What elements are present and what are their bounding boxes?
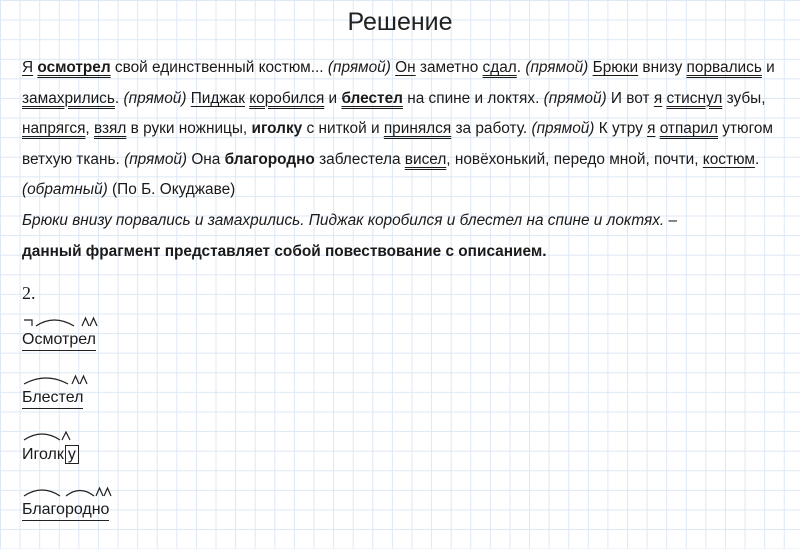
text-run: свой единственный костюм... <box>110 59 328 76</box>
predicate: сдал <box>482 59 517 76</box>
quoted-fragment: Брюки внизу порвались и замахрились. Пиджак коробился и блестел на спине и локтях. <box>22 211 665 229</box>
order-note: (прямой) <box>123 89 187 107</box>
morpheme-word-osmotrel <box>22 331 96 349</box>
predicate: висел <box>404 150 447 168</box>
order-note: (прямой) <box>525 59 589 76</box>
predicate: порвались <box>686 59 762 76</box>
word-text: Благородно <box>22 501 110 518</box>
text-paragraph <box>22 53 782 267</box>
order-note: (прямой) <box>543 89 607 107</box>
word-text: Осмотрел <box>22 331 96 348</box>
subject: Он <box>395 59 416 76</box>
page-title: Решение <box>347 8 453 36</box>
text-run: , новёхонький, передо мной, почти, <box>446 150 703 168</box>
text-run: за работу. <box>451 120 532 138</box>
word-text: Блестел <box>22 389 84 406</box>
subject: я <box>647 120 656 138</box>
predicate: блестел <box>341 89 403 107</box>
dash: – <box>664 211 678 229</box>
text-run: на спине и локтях. <box>402 89 544 107</box>
predicate: стиснул <box>666 89 723 107</box>
subject: Я <box>22 59 34 76</box>
subject: я <box>653 89 663 107</box>
highlighted-word: благородно <box>224 150 315 168</box>
ending-zero-line <box>22 520 109 521</box>
text-run: заблестела <box>314 150 405 168</box>
predicate: принялся <box>383 120 452 138</box>
order-note: (прямой) <box>531 120 595 138</box>
text-run: заметно <box>415 59 483 76</box>
text-run: И вот <box>606 89 654 107</box>
text-run: (По Б. Окуджаве) <box>107 181 236 199</box>
text-run: утюгом ветхую ткань. <box>22 120 773 168</box>
highlighted-word: иголку <box>251 120 303 138</box>
text-run: в руки ножницы, <box>126 120 252 138</box>
word-stem: Иголк <box>22 446 64 463</box>
text-run: . <box>114 89 124 107</box>
predicate: коробился <box>249 89 325 107</box>
text-run: Она <box>187 150 225 168</box>
order-note: (прямой) <box>124 150 188 168</box>
text-run: зубы, <box>722 89 766 107</box>
text-run: К утру <box>594 120 648 138</box>
word-ending: у <box>65 445 79 464</box>
subject: Пиджак <box>190 89 245 107</box>
text-run: внизу <box>638 59 687 76</box>
order-note: (обратный) <box>22 181 108 199</box>
predicate: отпарил <box>659 120 718 138</box>
predicate: замахрились <box>22 89 115 107</box>
text-run: и <box>324 89 342 107</box>
text-run: с ниткой и <box>302 120 384 138</box>
predicate: осмотрел <box>37 59 111 76</box>
conclusion: данный фрагмент представляет собой повествование с описанием. <box>22 242 547 260</box>
morpheme-word-blagorodno <box>22 501 109 519</box>
subject: костюм <box>702 150 755 168</box>
text-run: и <box>761 59 775 76</box>
order-note: (прямой) <box>327 59 391 76</box>
ending-zero-line <box>22 350 96 351</box>
text-run: , <box>85 120 94 138</box>
section-number: 2. <box>22 283 36 303</box>
text-run: . <box>516 59 526 76</box>
predicate: напрягся <box>22 120 86 138</box>
morpheme-word-blestel <box>22 389 83 407</box>
predicate: взял <box>93 120 127 138</box>
morpheme-word-igolku <box>22 445 79 464</box>
text-run: . <box>754 150 760 168</box>
ending-zero-line <box>22 408 83 409</box>
subject: Брюки <box>592 59 639 76</box>
